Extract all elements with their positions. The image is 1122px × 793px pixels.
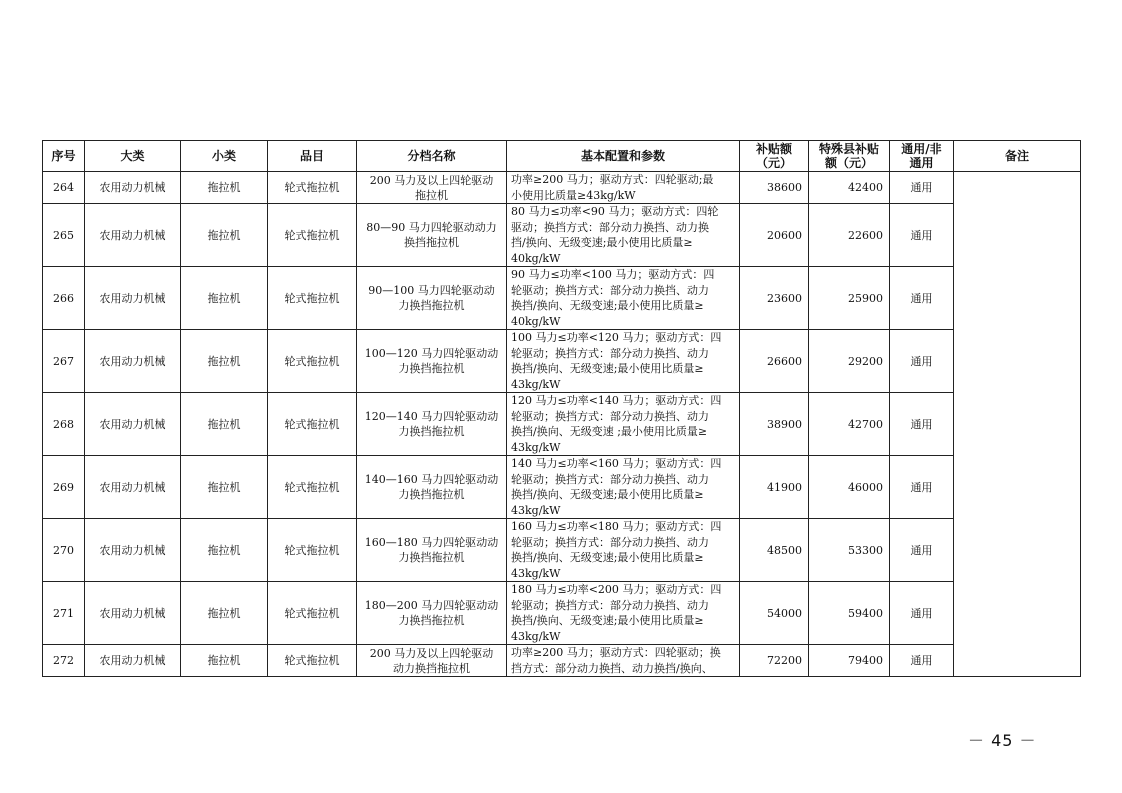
header-subsidy-line2: （元） — [755, 156, 792, 170]
cell-tier-name — [357, 456, 507, 519]
cell-config-line: 轮驱动；换挡方式：部分动力换挡、动力 — [511, 409, 709, 423]
cell-subcategory: 拖拉机 — [181, 645, 268, 677]
cell-item: 轮式拖拉机 — [268, 582, 357, 645]
cell-general: 通用 — [890, 519, 954, 582]
cell-seq: 266 — [43, 267, 85, 330]
cell-subsidy: 72200 — [740, 645, 809, 677]
cell-subsidy: 20600 — [740, 204, 809, 267]
cell-special-subsidy: 53300 — [809, 519, 890, 582]
cell-config-line: 43kg/kW — [511, 503, 561, 517]
cell-config — [507, 267, 740, 330]
cell-general: 通用 — [890, 393, 954, 456]
cell-special-subsidy: 79400 — [809, 645, 890, 677]
cell-item: 轮式拖拉机 — [268, 330, 357, 393]
table-row — [43, 204, 1081, 267]
cell-general: 通用 — [890, 172, 954, 204]
cell-tier-name-line: 换挡拖拉机 — [404, 236, 459, 249]
cell-tier-name-line: 力换挡拖拉机 — [398, 488, 465, 501]
cell-special-subsidy: 59400 — [809, 582, 890, 645]
cell-category: 农用动力机械 — [85, 582, 181, 645]
cell-subcategory: 拖拉机 — [181, 330, 268, 393]
table-row — [43, 393, 1081, 456]
cell-item: 轮式拖拉机 — [268, 519, 357, 582]
cell-subcategory: 拖拉机 — [181, 393, 268, 456]
cell-tier-name-line: 80—90 马力四轮驱动动力 — [366, 221, 497, 234]
header-config: 基本配置和参数 — [507, 141, 740, 172]
header-item: 品目 — [268, 141, 357, 172]
cell-item: 轮式拖拉机 — [268, 393, 357, 456]
cell-config — [507, 645, 740, 677]
cell-config — [507, 456, 740, 519]
cell-config — [507, 393, 740, 456]
table-row — [43, 330, 1081, 393]
cell-subsidy: 48500 — [740, 519, 809, 582]
table-row — [43, 172, 1081, 204]
cell-config — [507, 519, 740, 582]
cell-remarks — [954, 172, 1081, 677]
cell-seq: 272 — [43, 645, 85, 677]
cell-config-line: 换挡/换向、无级变速;最小使用比质量≥ — [511, 551, 704, 564]
cell-category: 农用动力机械 — [85, 204, 181, 267]
cell-item: 轮式拖拉机 — [268, 456, 357, 519]
cell-config-line: 小使用比质量≥43kg/kW — [511, 188, 636, 202]
cell-tier-name-line: 动力换挡拖拉机 — [393, 661, 470, 675]
cell-tier-name — [357, 172, 507, 204]
cell-config-line: 换挡/换向、无级变速;最小使用比质量≥ — [511, 488, 704, 501]
cell-tier-name — [357, 582, 507, 645]
cell-config-line: 43kg/kW — [511, 377, 561, 391]
cell-subsidy: 23600 — [740, 267, 809, 330]
cell-category: 农用动力机械 — [85, 645, 181, 677]
cell-tier-name — [357, 519, 507, 582]
cell-config-line: 100 马力≤功率<120 马力；驱动方式：四 — [511, 331, 722, 344]
cell-item: 轮式拖拉机 — [268, 645, 357, 677]
cell-subsidy: 38600 — [740, 172, 809, 204]
header-subsidy — [740, 141, 809, 172]
table-row — [43, 519, 1081, 582]
cell-config-line: 160 马力≤功率<180 马力；驱动方式：四 — [511, 520, 722, 533]
cell-config-line: 轮驱动；换挡方式：部分动力换挡、动力 — [511, 472, 709, 486]
cell-tier-name-line: 200 马力及以上四轮驱动 — [369, 646, 494, 660]
cell-subcategory: 拖拉机 — [181, 267, 268, 330]
cell-subcategory: 拖拉机 — [181, 582, 268, 645]
header-general-line1: 通用/非 — [901, 142, 942, 156]
cell-config-line: 120 马力≤功率<140 马力；驱动方式：四 — [511, 394, 722, 407]
cell-tier-name-line: 140—160 马力四轮驱动动 — [364, 473, 499, 486]
cell-tier-name-line: 120—140 马力四轮驱动动 — [364, 410, 499, 423]
cell-config-line: 43kg/kW — [511, 629, 561, 643]
cell-seq: 264 — [43, 172, 85, 204]
cell-seq: 271 — [43, 582, 85, 645]
header-remarks: 备注 — [954, 141, 1081, 172]
cell-general: 通用 — [890, 330, 954, 393]
cell-subcategory: 拖拉机 — [181, 456, 268, 519]
cell-config-line: 轮驱动；换挡方式：部分动力换挡、动力 — [511, 598, 709, 612]
cell-config-line: 140 马力≤功率<160 马力；驱动方式：四 — [511, 457, 722, 470]
cell-config-line: 挡/换向、无级变速;最小使用比质量≥ — [511, 236, 693, 249]
cell-tier-name-line: 90—100 马力四轮驱动动 — [368, 284, 495, 297]
header-subcategory: 小类 — [181, 141, 268, 172]
cell-config-line: 43kg/kW — [511, 440, 561, 454]
cell-special-subsidy: 22600 — [809, 204, 890, 267]
cell-config-line: 轮驱动；换挡方式：部分动力换挡、动力 — [511, 283, 709, 297]
cell-category: 农用动力机械 — [85, 393, 181, 456]
cell-tier-name-line: 力换挡拖拉机 — [398, 362, 465, 375]
cell-subsidy: 54000 — [740, 582, 809, 645]
cell-tier-name — [357, 645, 507, 677]
cell-config — [507, 330, 740, 393]
cell-tier-name-line: 力换挡拖拉机 — [398, 299, 465, 312]
cell-seq: 265 — [43, 204, 85, 267]
cell-config-line: 换挡/换向、无级变速;最小使用比质量≥ — [511, 299, 704, 312]
cell-tier-name-line: 力换挡拖拉机 — [398, 614, 465, 627]
cell-tier-name-line: 160—180 马力四轮驱动动 — [364, 536, 499, 549]
cell-general: 通用 — [890, 456, 954, 519]
cell-general: 通用 — [890, 645, 954, 677]
cell-config-line: 轮驱动；换挡方式：部分动力换挡、动力 — [511, 346, 709, 360]
cell-tier-name — [357, 393, 507, 456]
cell-config — [507, 204, 740, 267]
cell-general: 通用 — [890, 582, 954, 645]
cell-category: 农用动力机械 — [85, 267, 181, 330]
cell-tier-name-line: 100—120 马力四轮驱动动 — [364, 347, 499, 360]
cell-subsidy: 38900 — [740, 393, 809, 456]
cell-config-line: 43kg/kW — [511, 566, 561, 580]
cell-subcategory: 拖拉机 — [181, 172, 268, 204]
cell-special-subsidy: 42700 — [809, 393, 890, 456]
cell-config-line: 换挡/换向、无级变速 ;最小使用比质量≥ — [511, 425, 708, 438]
table-row — [43, 582, 1081, 645]
cell-seq: 267 — [43, 330, 85, 393]
cell-tier-name — [357, 204, 507, 267]
page-number: － 45 － — [968, 731, 1037, 750]
cell-tier-name-line: 200 马力及以上四轮驱动 — [369, 173, 494, 187]
cell-config-line: 功率≥200 马力；驱动方式：四轮驱动;最 — [511, 173, 714, 186]
cell-special-subsidy: 25900 — [809, 267, 890, 330]
cell-tier-name — [357, 330, 507, 393]
table-row — [43, 267, 1081, 330]
cell-tier-name-line: 拖拉机 — [415, 188, 448, 202]
cell-general: 通用 — [890, 267, 954, 330]
table-header-row — [43, 141, 1081, 172]
cell-tier-name — [357, 267, 507, 330]
cell-config — [507, 172, 740, 204]
header-general-line2: 通用 — [909, 156, 934, 170]
cell-config-line: 40kg/kW — [511, 251, 561, 265]
cell-config-line: 轮驱动；换挡方式：部分动力换挡、动力 — [511, 535, 709, 549]
header-category: 大类 — [85, 141, 181, 172]
cell-seq: 268 — [43, 393, 85, 456]
cell-config-line: 功率≥200 马力；驱动方式：四轮驱动；换 — [511, 646, 721, 659]
header-tier-name: 分档名称 — [357, 141, 507, 172]
header-subsidy-line1: 补贴额 — [755, 142, 792, 156]
header-special-line2: 额（元） — [824, 156, 873, 170]
cell-item: 轮式拖拉机 — [268, 267, 357, 330]
cell-special-subsidy: 42400 — [809, 172, 890, 204]
cell-config-line: 80 马力≤功率<90 马力；驱动方式：四轮 — [511, 205, 719, 218]
cell-general: 通用 — [890, 204, 954, 267]
cell-seq: 270 — [43, 519, 85, 582]
cell-config-line: 90 马力≤功率<100 马力；驱动方式：四 — [511, 268, 715, 281]
cell-subcategory: 拖拉机 — [181, 519, 268, 582]
table-row — [43, 456, 1081, 519]
cell-config-line: 换挡/换向、无级变速;最小使用比质量≥ — [511, 362, 704, 375]
header-special — [809, 141, 890, 172]
header-seq: 序号 — [43, 141, 85, 172]
header-special-line1: 特殊县补贴 — [818, 142, 879, 156]
cell-config-line: 挡方式：部分动力换挡、动力换挡/换向、 — [511, 661, 713, 675]
cell-category: 农用动力机械 — [85, 330, 181, 393]
cell-category: 农用动力机械 — [85, 172, 181, 204]
cell-config-line: 180 马力≤功率<200 马力；驱动方式：四 — [511, 583, 722, 596]
table-body — [43, 172, 1081, 677]
cell-tier-name-line: 力换挡拖拉机 — [398, 551, 465, 564]
cell-item: 轮式拖拉机 — [268, 204, 357, 267]
cell-special-subsidy: 46000 — [809, 456, 890, 519]
cell-config-line: 驱动；换挡方式：部分动力换挡、动力换 — [511, 220, 709, 234]
header-general — [890, 141, 954, 172]
cell-tier-name-line: 180—200 马力四轮驱动动 — [364, 599, 499, 612]
cell-special-subsidy: 29200 — [809, 330, 890, 393]
cell-category: 农用动力机械 — [85, 519, 181, 582]
subsidy-table — [42, 140, 1081, 677]
cell-item: 轮式拖拉机 — [268, 172, 357, 204]
cell-category: 农用动力机械 — [85, 456, 181, 519]
cell-subsidy: 26600 — [740, 330, 809, 393]
cell-subsidy: 41900 — [740, 456, 809, 519]
cell-config-line: 40kg/kW — [511, 314, 561, 328]
cell-seq: 269 — [43, 456, 85, 519]
cell-tier-name-line: 力换挡拖拉机 — [398, 425, 465, 438]
cell-config — [507, 582, 740, 645]
table-row — [43, 645, 1081, 677]
cell-subcategory: 拖拉机 — [181, 204, 268, 267]
cell-config-line: 换挡/换向、无级变速;最小使用比质量≥ — [511, 614, 704, 627]
